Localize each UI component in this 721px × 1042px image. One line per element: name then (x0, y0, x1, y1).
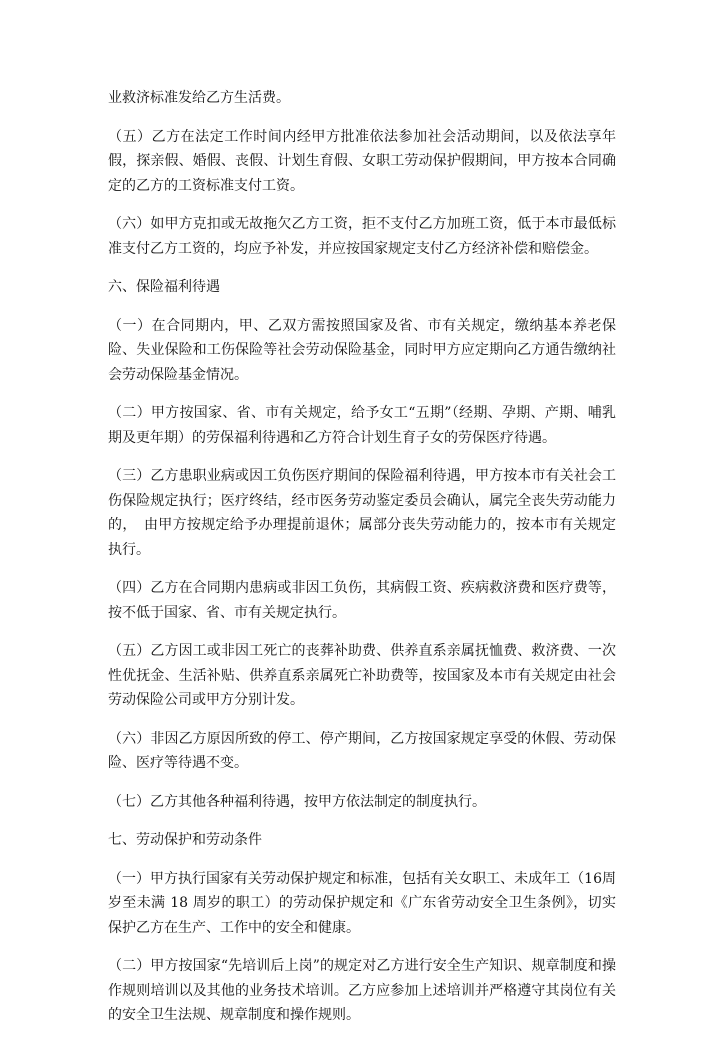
paragraph-insurance-6: （六）非因乙方原因所致的停工、停产期间，乙方按国家规定享受的休假、劳动保险、医疗等待遇不变。 (108, 730, 616, 771)
section-heading-labor-protection: 七、劳动保护和劳动条件 (108, 832, 262, 848)
paragraph-protection-2: （二）甲方按国家“先培训后上岗”的规定对乙方进行安全生产知识、规章制度和操作规则培训以及其他的业务技术培训。乙方应参加上述培训并严格遵守其岗位有关的安全卫生法规、规章制度和操作规则。 (108, 958, 616, 1023)
paragraph-insurance-7: （七）乙方其他各种福利待遇，按甲方依法制定的制度执行。 (108, 793, 486, 810)
paragraph-wage-5: （五）乙方在法定工作时间内经甲方批准依法参加社会活动期间，以及依法享年假，探亲假、婚假、丧假、计划生育假、女职工劳动保护假期间，甲方按本合同确定的乙方的工资标准支付工资。 (108, 128, 616, 194)
paragraph-wage-6: （六）如甲方克扣或无故拖欠乙方工资，拒不支付乙方加班工资，低于本市最低标准支付乙方工资的，均应予补发，并应按国家规定支付乙方经济补偿和赔偿金。 (108, 216, 616, 257)
paragraph-insurance-2: （二）甲方按国家、省、市有关规定，给予女工“五期”（经期、孕期、产期、哺乳期及更年期）的劳保福利待遇和乙方符合计划生育子女的劳保医疗待遇。 (108, 405, 616, 446)
paragraph-insurance-3: （三）乙方患职业病或因工负伤医疗期间的保险福利待遇，甲方按本市有关社会工伤保险规定执行；医疗终结，经市医务劳动鉴定委员会确认，属完全丧失劳动能力的， 由甲方按规定给予办理提前退休；属部分丧失劳动能力的，按本市有关规定执行。 (108, 468, 616, 558)
paragraph-continuation: 业救济标准发给乙方生活费。 (108, 90, 290, 106)
document-body (108, 86, 616, 1042)
paragraph-insurance-1: （一）在合同期内，甲、乙双方需按照国家及省、市有关规定，缴纳基本养老保险、失业保险和工伤保险等社会劳动保险基金，同时甲方应定期向乙方通告缴纳社会劳动保险基金情况。 (108, 317, 616, 383)
paragraph-protection-1: （一）甲方执行国家有关劳动保护规定和标准，包括有关女职工、未成年工（16周岁至未满 18 周岁的职工）的劳动保护规定和《广东省劳动安全卫生条例》，切实保护乙方在生产、工作中的安全和健康。 (108, 870, 616, 936)
paragraph-insurance-4: （四）乙方在合同期内患病或非因工负伤，其病假工资、疾病救济费和医疗费等，按不低于国家、省、市有关规定执行。 (108, 580, 616, 621)
paragraph-insurance-5: （五）乙方因工或非因工死亡的丧葬补助费、供养直系亲属抚恤费、救济费、一次性优抚金、生活补贴、供养直系亲属死亡补助费等，按国家及本市有关规定由社会劳动保险公司或甲方分别计发。 (108, 643, 616, 708)
section-heading-insurance: 六、保险福利待遇 (108, 279, 220, 295)
